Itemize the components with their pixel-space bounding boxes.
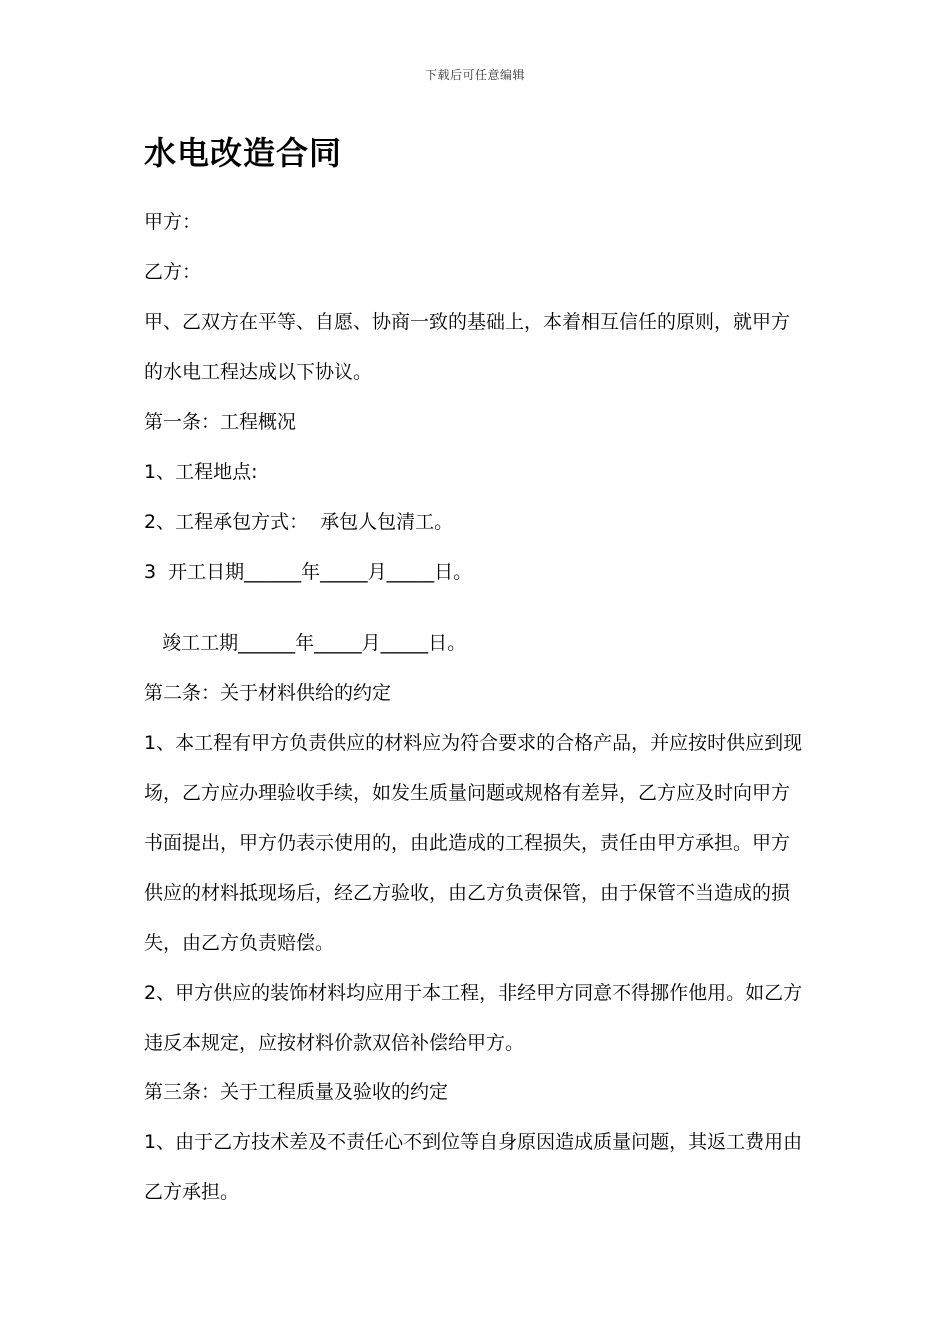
article-3-item-1-line-2: 乙方承担。 <box>144 1181 240 1203</box>
intro-line-1: 甲、乙双方在平等、自愿、协商一致的基础上，本着相互信任的原则，就甲方 <box>144 311 791 333</box>
party-b-line: 乙方： <box>144 261 202 283</box>
article-2-item-1-line-4: 供应的材料抵现场后，经乙方验收，由乙方负责保管，由于保管不当造成的损 <box>144 882 791 904</box>
party-a-line: 甲方： <box>144 211 202 233</box>
article-2-item-1-line-2: 场，乙方应办理验收手续，如发生质量问题或规格有差异，乙方应及时向甲方 <box>144 782 791 804</box>
page-title: 水电改造合同 <box>144 134 343 172</box>
article-2-item-1-line-1: 1、本工程有甲方负责供应的材料应为符合要求的合格产品，并应按时供应到现 <box>144 732 803 754</box>
article-2-item-2-line-1: 2、甲方供应的装饰材料均应用于本工程，非经甲方同意不得挪作他用。如乙方 <box>144 982 803 1004</box>
article-1-item-end-date: 竣工工期______年_____月_____日。 <box>144 632 467 654</box>
download-note: 下载后可任意编辑 <box>424 68 525 82</box>
article-2-item-2-line-2: 违反本规定，应按材料价款双倍补偿给甲方。 <box>144 1032 525 1054</box>
article-1-item-location: 1、工程地点: <box>144 461 258 483</box>
article-1-item-start-date: 3 开工日期______年_____月_____日。 <box>144 561 473 583</box>
article-1-heading: 第一条：工程概况 <box>144 411 297 433</box>
article-1-item-contract-mode: 2、工程承包方式： 承包人包清工。 <box>144 511 454 533</box>
article-2-item-1-line-5: 失，由乙方负责赔偿。 <box>144 932 335 954</box>
article-3-item-1-line-1: 1、由于乙方技术差及不责任心不到位等自身原因造成质量问题，其返工费用由 <box>144 1131 803 1153</box>
article-2-heading: 第二条：关于材料供给的约定 <box>144 682 392 704</box>
article-2-item-1-line-3: 书面提出，甲方仍表示使用的，由此造成的工程损失，责任由甲方承担。甲方 <box>144 832 791 854</box>
article-3-heading: 第三条：关于工程质量及验收的约定 <box>144 1081 449 1103</box>
intro-line-2: 的水电工程达成以下协议。 <box>144 361 373 383</box>
